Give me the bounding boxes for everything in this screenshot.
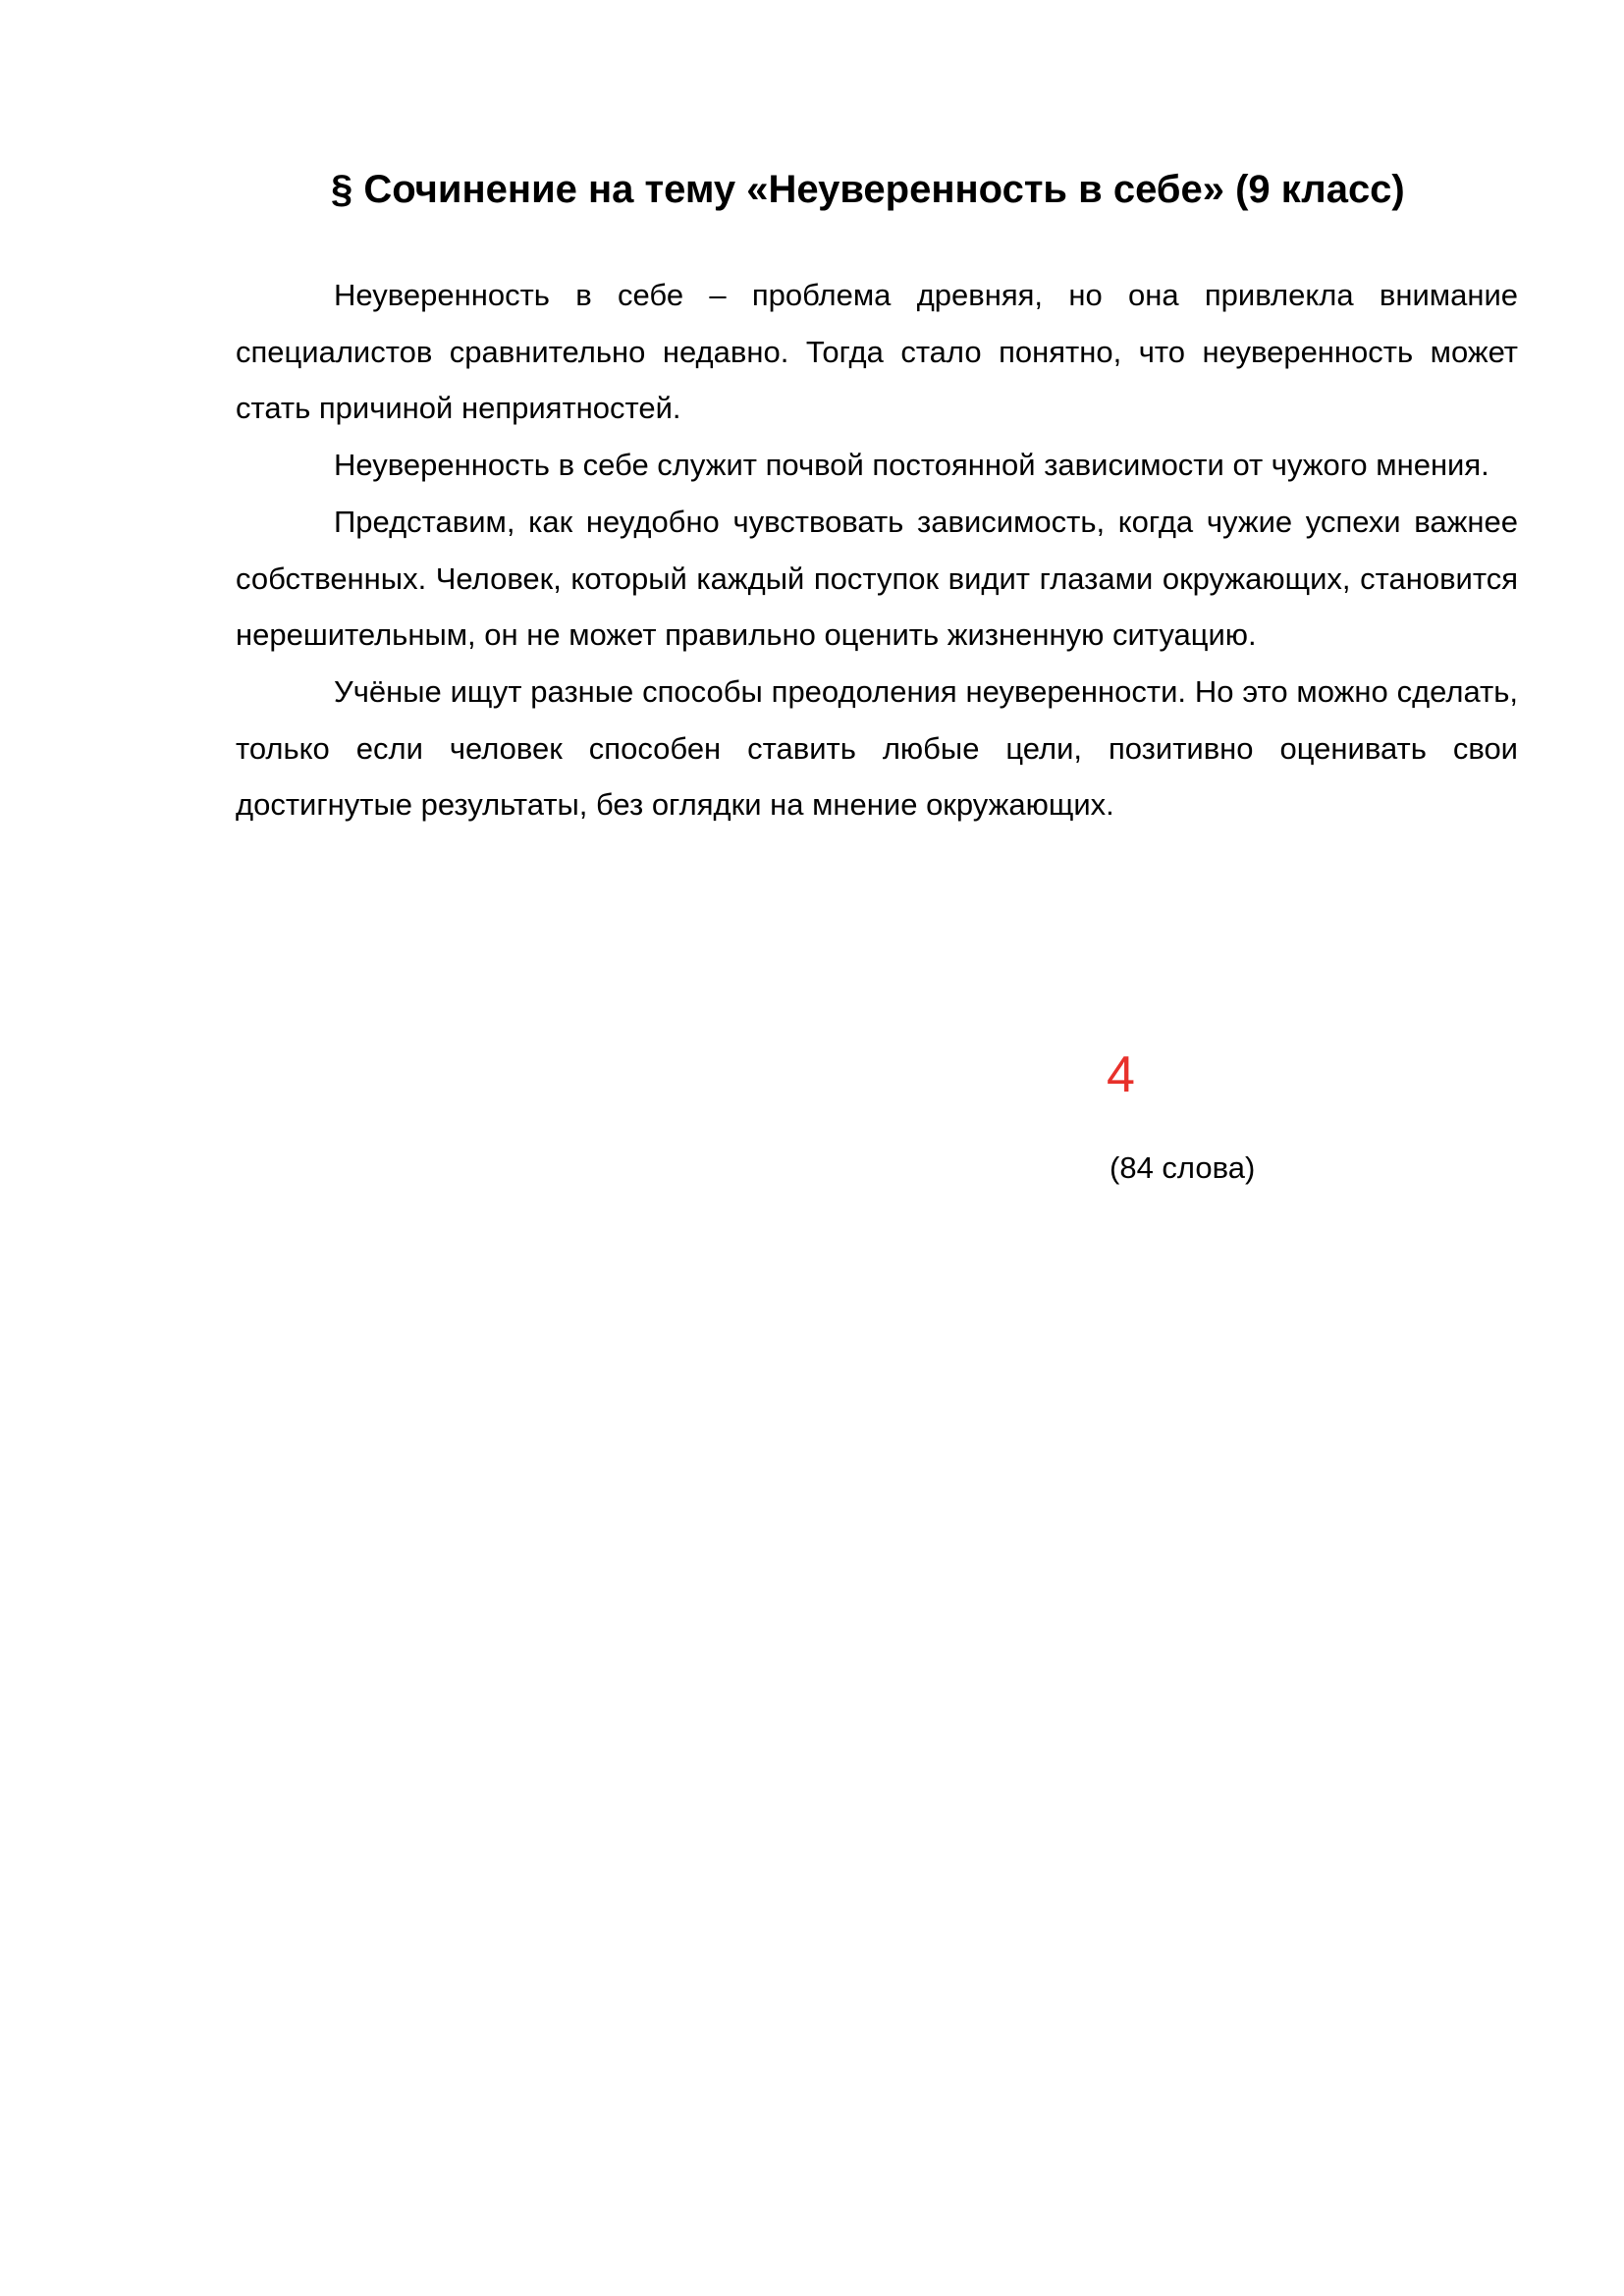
essay-content — [236, 152, 1518, 833]
essay-paragraph: Неуверенность в себе служит почвой постоянной зависимости от чужого мнения. — [334, 448, 1489, 483]
essay-paragraph: Представим, как неудобно чувствовать зависимость, когда чужие успехи важнее собственных. Человек, который каждый поступок видит глазами окружающих, становится нерешительным, он не может правильно оценить жизненную ситуацию. — [236, 504, 1518, 653]
word-count: (84 слова) — [1110, 1150, 1256, 1185]
grade-mark: 4 — [1107, 1046, 1135, 1103]
essay-body — [236, 267, 1518, 833]
essay-paragraph: Учёные ищут разные способы преодоления неуверенности. Но это можно сделать, только если человек способен ставить любые цели, позитивно оценивать свои достигнутые результаты, без оглядки на мнение окружающих. — [236, 673, 1518, 823]
essay-paragraph: Неуверенность в себе – проблема древняя, но она привлекла внимание специалистов сравнительно недавно. Тогда стало понятно, что неуверенность может стать причиной неприятностей. — [236, 278, 1518, 426]
essay-title: § Сочинение на тему «Неуверенность в себе» (9 класс) — [331, 168, 1405, 211]
